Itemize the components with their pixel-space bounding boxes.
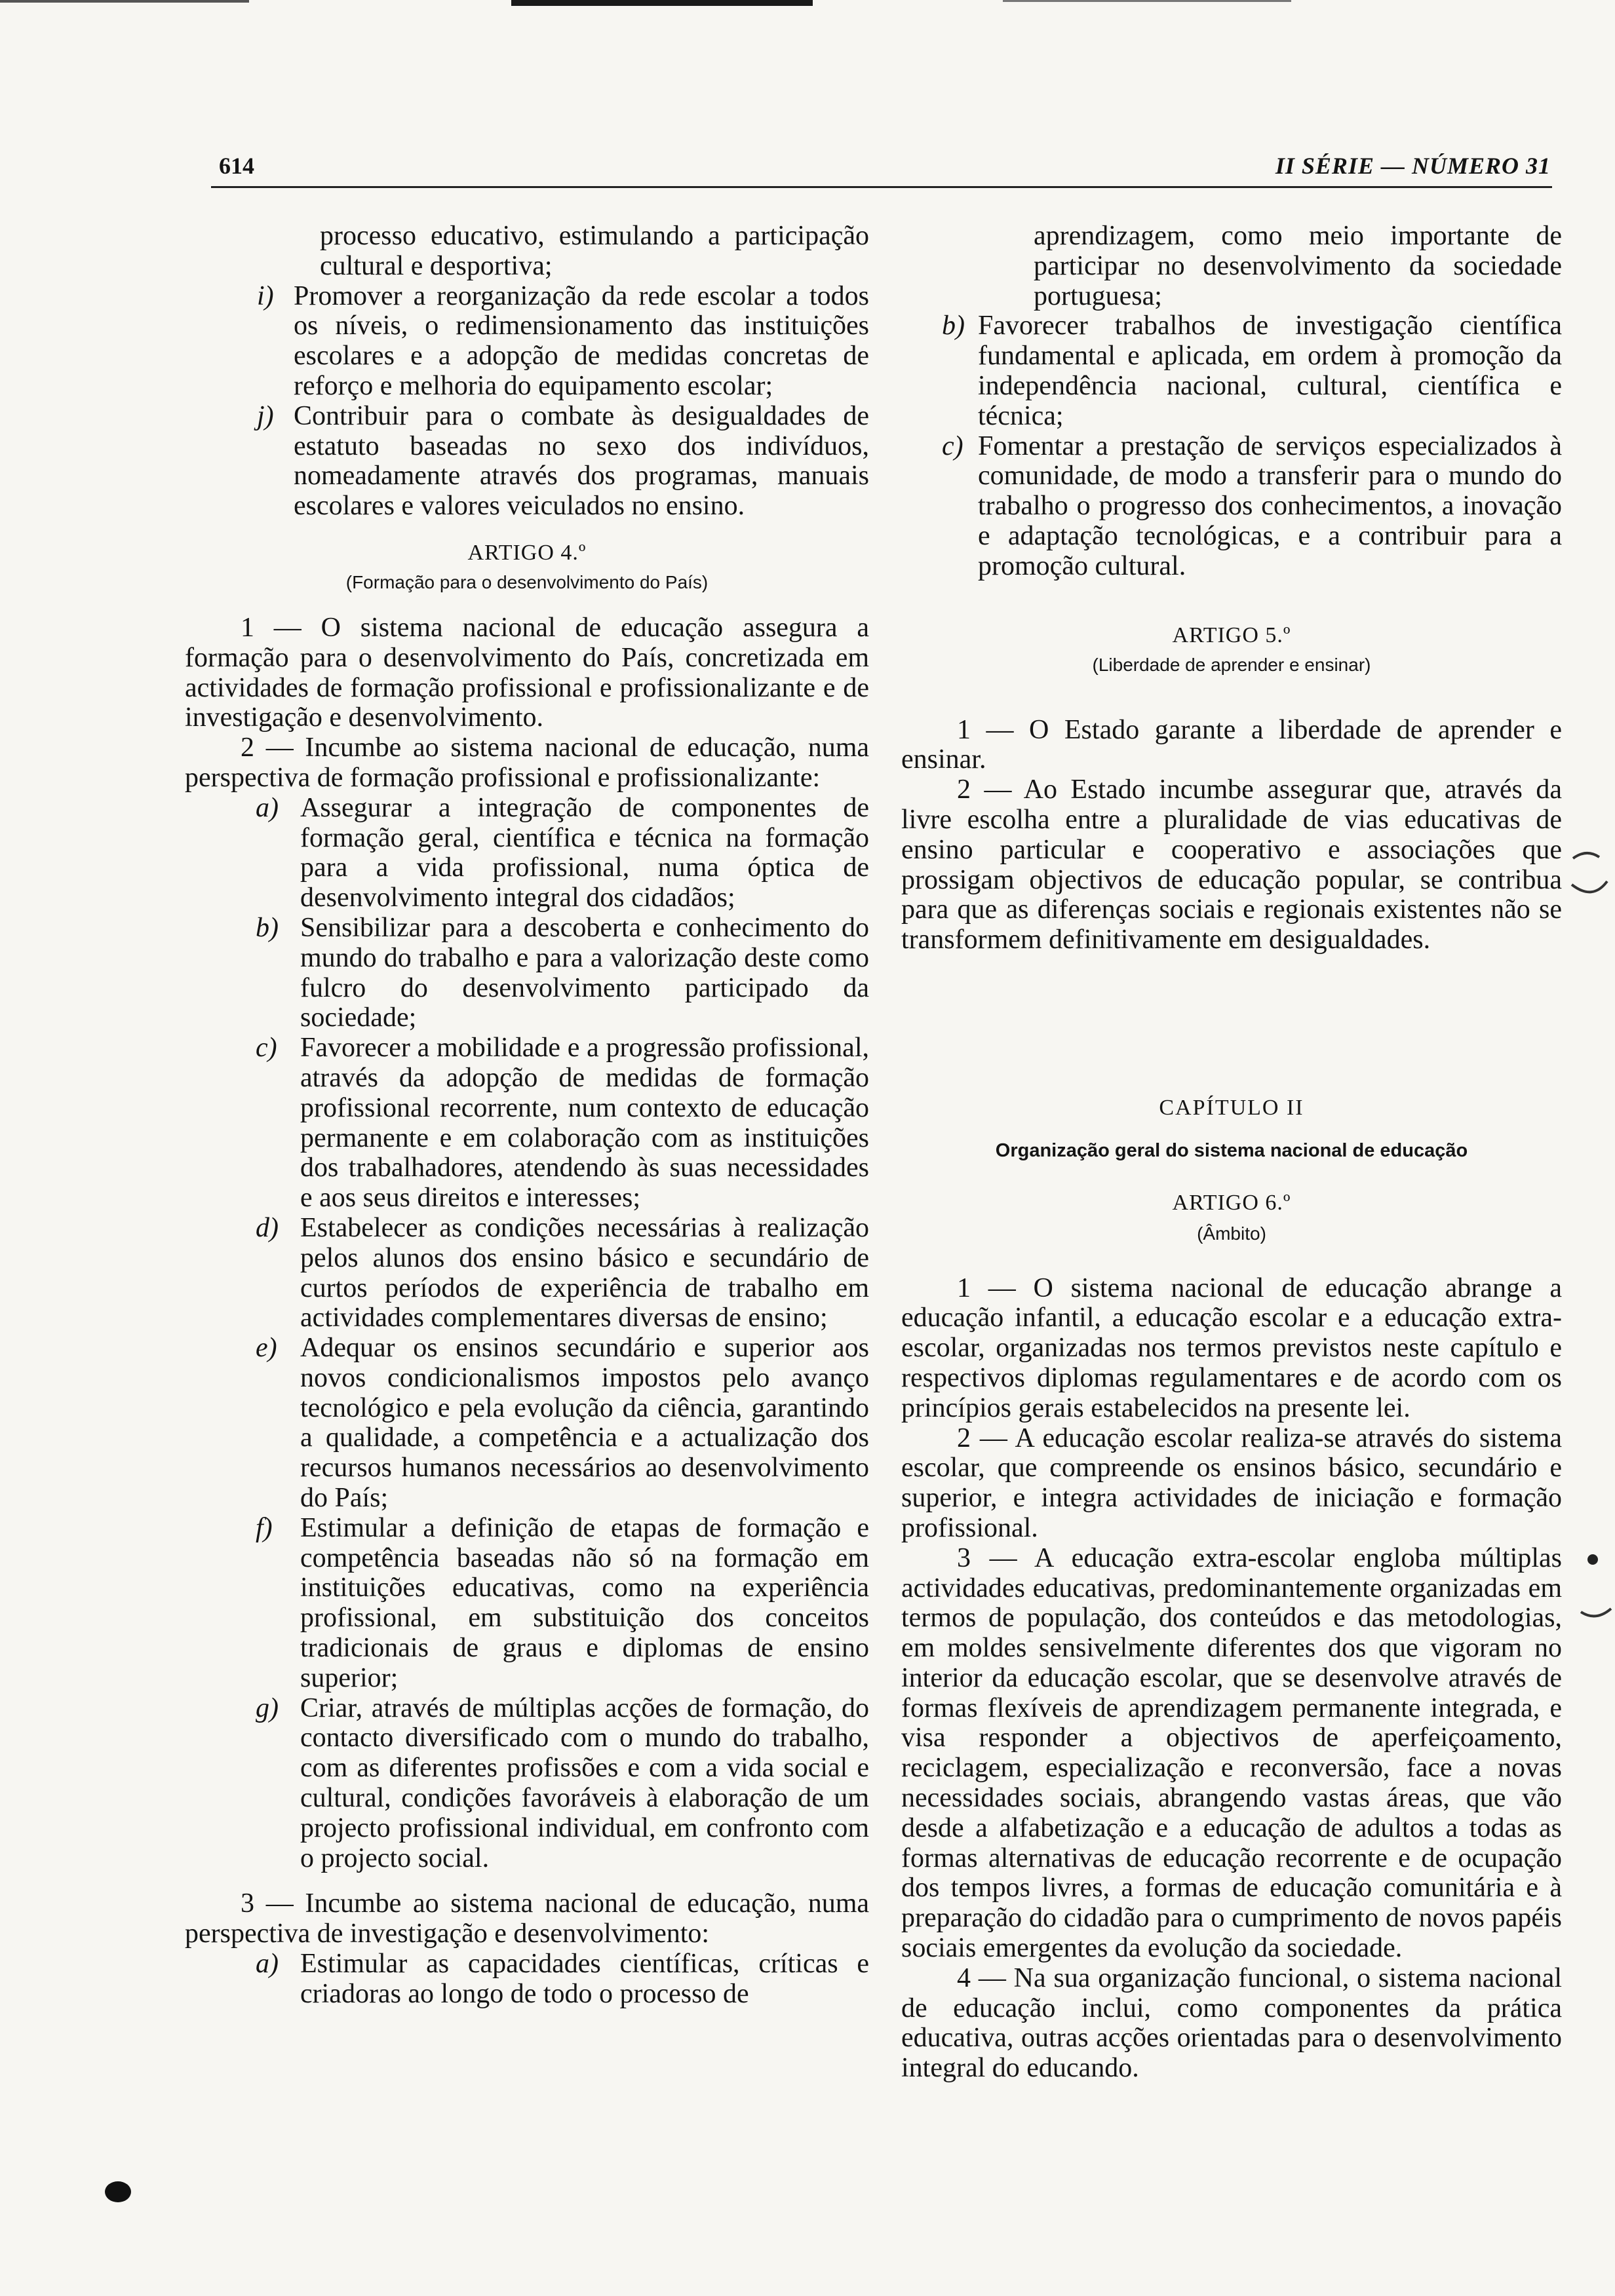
article-6-paragraph-1: 1 — O sistema nacional de educação abrange a educação infantil, a educação escolar e a educação extra-escolar, organizadas nos termos previstos neste capítulo e respectivos diplomas regulamentares e de acordo com os princípios gerais estabelecidos na presente lei. [901,1272,1562,1423]
right-column [901,221,1562,2084]
paragraph-h-continuation: processo educativo, estimulando a participação cultural e desportiva; [320,221,869,281]
item-label: j) [257,400,274,431]
item-label: b) [942,311,965,341]
item-text: Fomentar a prestação de serviços especializados à comunidade, de modo a transferir para o mundo do trabalho o progresso dos conhecimentos, a inovação e adaptação tecnológicas, e a contribuir para a promoção cultural. [978,430,1562,581]
item-label: b) [256,912,279,943]
item-label: c) [942,430,963,461]
proofreading-mark [1566,845,1612,917]
article-4-subtitle: (Formação para o desenvolvimento do País) [345,571,709,592]
article-4-paragraph-2: 2 — Incumbe ao sistema nacional de educação, numa perspectiva de formação profissional e profissionalizante: [185,733,869,793]
article-4-paragraph-3: 3 — Incumbe ao sistema nacional de educação, numa perspectiva de investigação e desenvolvimento: [185,1888,869,1949]
item-text: Contribuir para o combate às desigualdades de estatuto baseadas no sexo dos indivíduos, nomeadamente através dos programas, manuais escolares e valores veiculados no ensino. [294,400,869,522]
page-number: 614 [219,153,254,179]
scan-edge-artifact [0,0,1615,20]
item-text: Estabelecer as condições necessárias à realização pelos alunos dos ensino básico e secundário de curtos períodos de experiência de trabalho em actividades complementares diversas de ensino; [300,1212,869,1333]
list-item-i [185,282,869,402]
left-column [185,221,869,2010]
chapter-subtitle: Organização geral do sistema nacional de educação [995,1139,1468,1161]
ink-blot [98,2175,138,2208]
article-6-paragraph-3: 3 — A educação extra-escolar engloba múltiplas actividades educativas, predominantemente organizadas em termos de população, dos conteúdos e das metodologias, em moldes sensivelmente diferentes dos que vigoram no interior da educação escolar, que se desenvolve através de formas flexíveis de aprendizagem permanente integrada, e visa responder a objectivos de aperfeiçoamento, reciclagem, especialização e reconversão, face a novas necessidades sociais, abrangendo vastas áreas, que vão desde a alfabetização e a educação de adultos a todas as formas alternativas de educação recorrente e de ocupação dos tempos livres, a formas de educação comunitária e à preparação do cidadão para o cumprimento de novos papéis sociais emergentes da evolução da sociedade. [901,1542,1562,1964]
article-4-paragraph-1: 1 — O sistema nacional de educação assegura a formação para o desenvolvimento do País, concretizada em actividades de formação profissional e profissionalizante e de investigação e desenvolvimento. [185,612,869,733]
article-5-paragraph-2: 2 — Ao Estado incumbe assegurar que, através da livre escolha entre a pluralidade de vias educativas de ensino particular e cooperativo e associações que prossigam objectivos de educação popular, se contribua para que as diferenças sociais e regionais existentes não se transformem definitivamente em desigualdades. [901,775,1562,955]
chapter-title: CAPÍTULO II [1159,1095,1304,1120]
item-label: d) [256,1212,279,1243]
article-5-subtitle: (Liberdade de aprender e ensinar) [1092,654,1371,675]
list-item-a [185,1949,869,2010]
item-label: e) [256,1333,277,1364]
list-item [901,311,1562,431]
list-item [185,1333,869,1514]
list-item [185,1214,869,1333]
item-label: f) [256,1512,273,1543]
item-text: Favorecer a mobilidade e a progressão profissional, através da adopção de medidas de formação profissional recorrente, num contexto de educação permanente e em colaboração com as instituições dos trabalhadores, atendendo às suas necessidades e aos seus direitos e interesses; [300,1033,869,1214]
list-item [185,794,869,913]
list-item [185,1694,869,1874]
article-5-paragraph-1: 1 — O Estado garante a liberdade de aprender e ensinar. [901,714,1562,775]
paragraph-a-continuation: aprendizagem, como meio importante de participar no desenvolvimento da sociedade portuguesa; [1034,221,1562,311]
list-item [185,913,869,1033]
item-label: a) [256,792,279,823]
item-text: Assegurar a integração de componentes de formação geral, científica e técnica na formação para a vida profissional, numa óptica de desenvolvimento integral dos cidadãos; [300,792,869,913]
article-6-title: ARTIGO 6.º [1172,1190,1291,1215]
article-6-paragraph-4: 4 — Na sua organização funcional, o sistema nacional de educação inclui, como componentes da prática educativa, outras acções orientadas para o desenvolvimento integral do educando. [901,1962,1562,2084]
item-label: g) [256,1693,279,1723]
item-label: c) [256,1033,277,1063]
list-item-j [185,402,869,522]
list-item [185,1033,869,1214]
article-5-title: ARTIGO 5.º [1172,622,1291,647]
list-item [901,432,1562,582]
article-6-paragraph-2: 2 — A educação escolar realiza-se através do sistema escolar, que compreende os ensinos básico, secundário e superior, e integra actividades de iniciação e formação profissional. [901,1423,1562,1543]
item-text: Promover a reorganização da rede escolar a todos os níveis, o redimensionamento das instituições escolares e a adopção de medidas concretas de reforço e melhoria do equipamento escolar; [294,280,869,401]
item-text: Sensibilizar para a descoberta e conhecimento do mundo do trabalho e para a valorização deste como fulcro do desenvolvimento participado da sociedade; [300,912,869,1033]
series-number: II SÉRIE — NÚMERO 31 [1275,153,1551,179]
item-text: Estimular as capacidades científicas, críticas e criadoras ao longo de todo o processo de [300,1949,869,2009]
item-text: Adequar os ensinos secundário e superior aos novos condicionalismos impostos pelo avanço tecnológico e pela evolução da ciência, garantindo a qualidade, a competência e a actualização dos recursos humanos necessários ao desenvolvimento do País; [300,1333,869,1514]
proofreading-mark [1580,1546,1612,1625]
header-rule [211,186,1552,188]
item-label: i) [257,280,274,311]
article-4-title: ARTIGO 4.º [467,540,587,565]
item-text: Estimular a definição de etapas de formação e competência baseadas não só na formação em instituições educativas, como na experiência profissional, em substituição dos conceitos tradicionais de graus e diplomas de ensino superior; [300,1512,869,1693]
item-text: Favorecer trabalhos de investigação científica fundamental e aplicada, em ordem à promoção da independência nacional, cultural, científica e técnica; [978,311,1562,431]
article-6-subtitle: (Âmbito) [1197,1223,1266,1244]
list-item [185,1514,869,1694]
item-label: a) [256,1949,279,1980]
item-text: Criar, através de múltiplas acções de formação, do contacto diversificado com o mundo do trabalho, com as diferentes profissões e com a vida social e cultural, condições favoráveis à elaboração de um projecto profissional individual, em confronto com o projecto social. [300,1693,869,1873]
